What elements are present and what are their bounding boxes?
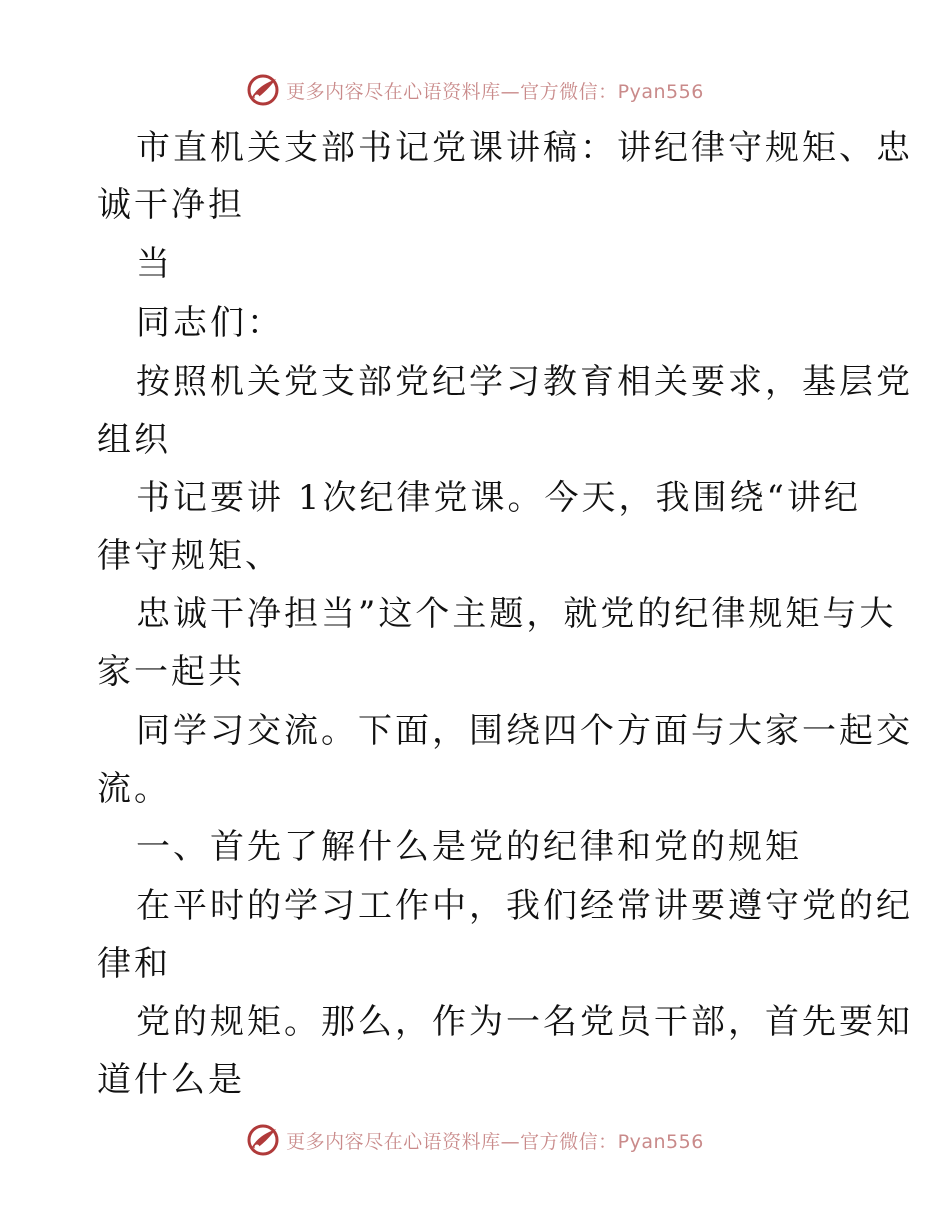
text-line: 组织 — [97, 420, 171, 460]
text-line: 党的规矩。那么，作为一名党员干部，首先要知 — [136, 1002, 913, 1042]
text-line: 同志们： — [136, 303, 284, 343]
text-line: 家一起共 — [97, 652, 245, 692]
text-line: 同学习交流。下面，围绕四个方面与大家一起交 — [136, 711, 913, 751]
watermark-text: 更多内容尽在心语资料库—官方微信：Pyan556 — [286, 1130, 704, 1153]
section-heading: 一、首先了解什么是党的纪律和党的规矩 — [136, 827, 802, 867]
footer-watermark — [0, 1120, 950, 1160]
text-line: 书记要讲 1次纪律党课。今天，我围绕“讲纪 — [136, 478, 861, 518]
text-line: 流。 — [97, 769, 171, 809]
watermark-text: 更多内容尽在心语资料库—官方微信：Pyan556 — [286, 80, 704, 103]
text-line: 市直机关支部书记党课讲稿：讲纪律守规矩、忠 — [136, 128, 913, 168]
text-line: 道什么是 — [97, 1060, 245, 1100]
pen-logo-icon — [246, 1123, 280, 1157]
text-line: 按照机关党支部党纪学习教育相关要求，基层党 — [136, 362, 913, 402]
text-line: 诚干净担 — [97, 185, 245, 225]
text-line: 当 — [136, 244, 173, 284]
text-line: 律和 — [97, 944, 171, 984]
text-line: 忠诚干净担当”这个主题，就党的纪律规矩与大 — [136, 594, 897, 634]
text-line: 律守规矩、 — [97, 536, 282, 576]
text-line: 在平时的学习工作中，我们经常讲要遵守党的纪 — [136, 886, 913, 926]
